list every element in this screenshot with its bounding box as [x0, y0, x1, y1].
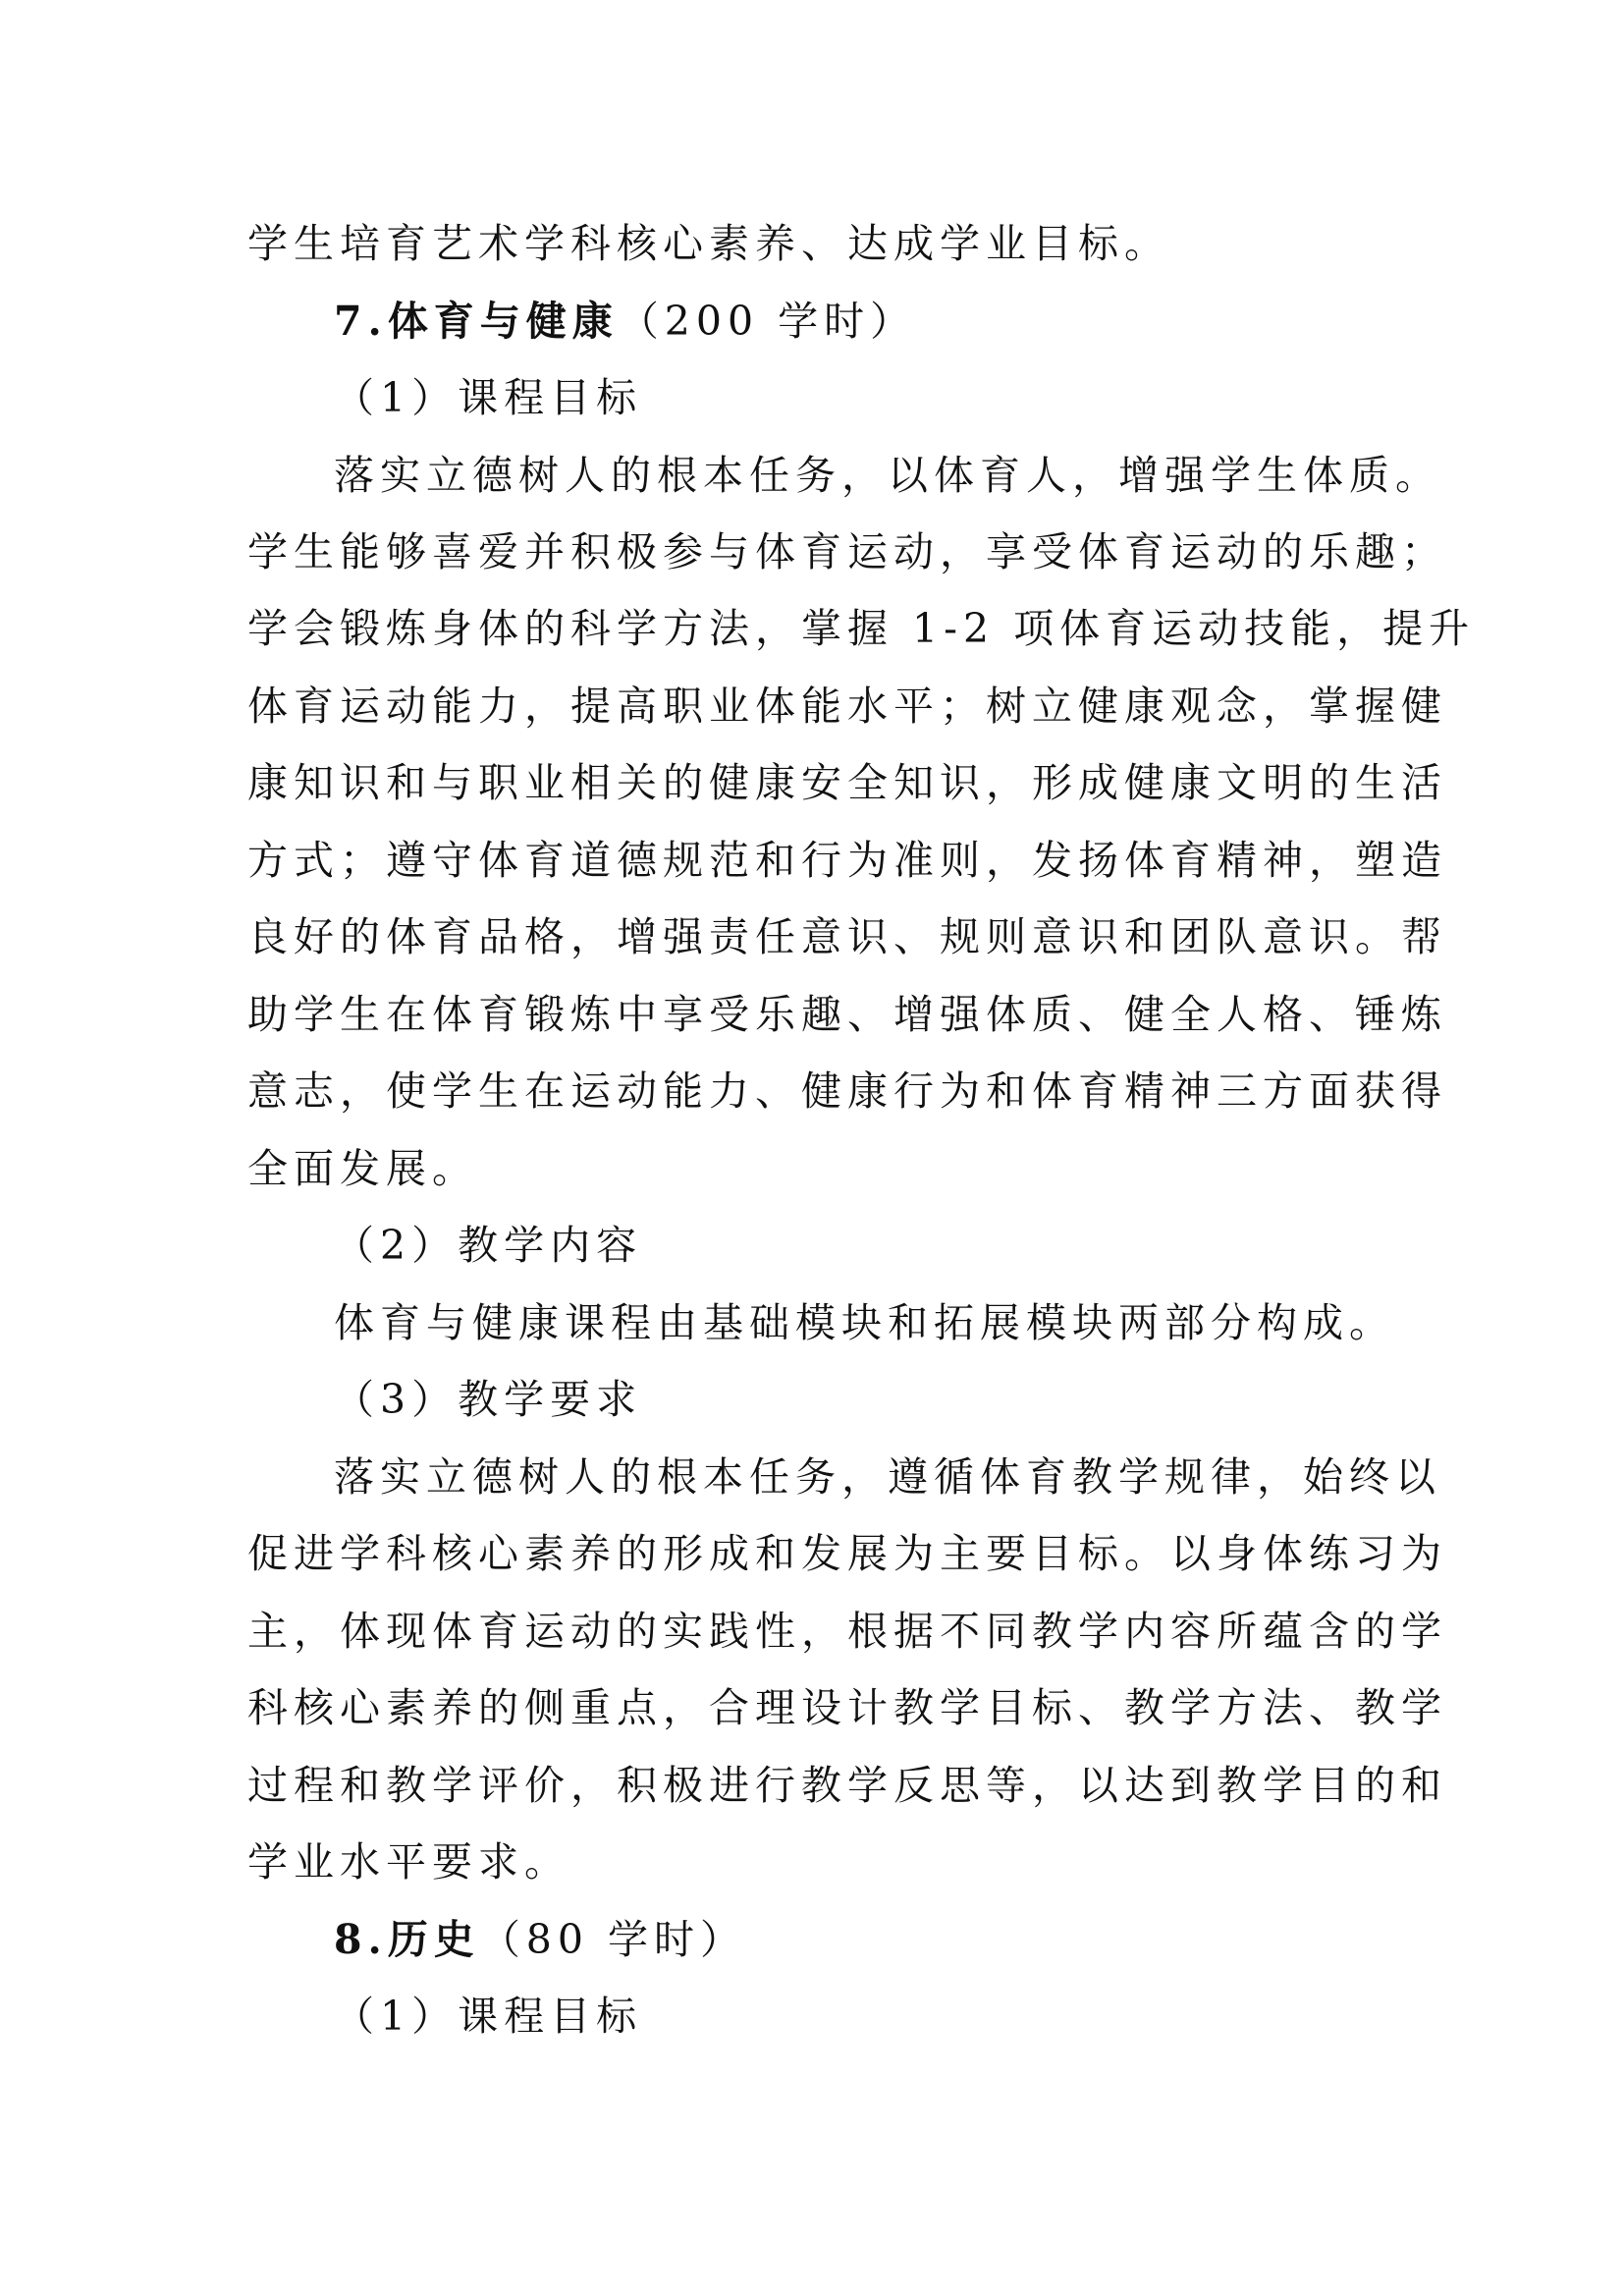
subsection-title: （1）课程目标 [334, 1993, 643, 2040]
section-number: 8. [334, 1916, 388, 1963]
paragraph-line: 体育运动能力，提高职业体能水平；树立健康观念，掌握健 [247, 683, 1447, 730]
section-number: 7. [334, 298, 388, 345]
paragraph-line: 过程和教学评价，积极进行教学反思等，以达到教学目的和 [247, 1762, 1447, 1809]
paragraph-line: 落实立德树人的根本任务，以体育人，增强学生体质。 [334, 452, 1441, 499]
section-heading-8 [334, 1910, 1473, 1969]
section-hours: （200 学时） [618, 298, 917, 345]
paragraph-line: 落实立德树人的根本任务，遵循体育教学规律，始终以 [334, 1453, 1441, 1501]
subsection-title: （3）教学要求 [334, 1376, 643, 1423]
paragraph-line: 学会锻炼身体的科学方法，掌握 1-2 项体育运动技能，提升 [247, 605, 1476, 652]
paragraph-line: 全面发展。 [247, 1145, 478, 1192]
subsection-title: （2）教学内容 [334, 1222, 643, 1269]
paragraph-line: 促进学科核心素养的形成和发展为主要目标。以身体练习为 [247, 1530, 1447, 1577]
paragraph-line: 良好的体育品格，增强责任意识、规则意识和团队意识。帮 [247, 913, 1447, 960]
paragraph-line: 方式；遵守体育道德规范和行为准则，发扬体育精神，塑造 [247, 837, 1447, 884]
section-title: 体育与健康 [387, 298, 619, 345]
paragraph-line: 学生培育艺术学科核心素养、达成学业目标。 [247, 220, 1170, 267]
paragraph-line: 助学生在体育锻炼中享受乐趣、增强体质、健全人格、锤炼 [247, 991, 1447, 1038]
paragraph-line: 康知识和与职业相关的健康安全知识，形成健康文明的生活 [247, 759, 1447, 806]
paragraph-line: 学生能够喜爱并积极参与体育运动，享受体育运动的乐趣； [247, 528, 1447, 575]
section-hours: （80 学时） [479, 1916, 747, 1963]
section-title: 历史 [387, 1916, 480, 1963]
section-heading-7 [334, 292, 1473, 351]
paragraph-line: 主，体现体育运动的实践性，根据不同教学内容所蕴含的学 [247, 1608, 1447, 1655]
subsection-title: （1）课程目标 [334, 374, 643, 421]
paragraph-line: 学业水平要求。 [247, 1838, 570, 1886]
paragraph-line: 体育与健康课程由基础模块和拓展模块两部分构成。 [334, 1299, 1395, 1346]
paragraph-line: 科核心素养的侧重点，合理设计教学目标、教学方法、教学 [247, 1684, 1447, 1731]
paragraph-line: 意志，使学生在运动能力、健康行为和体育精神三方面获得 [247, 1067, 1447, 1115]
